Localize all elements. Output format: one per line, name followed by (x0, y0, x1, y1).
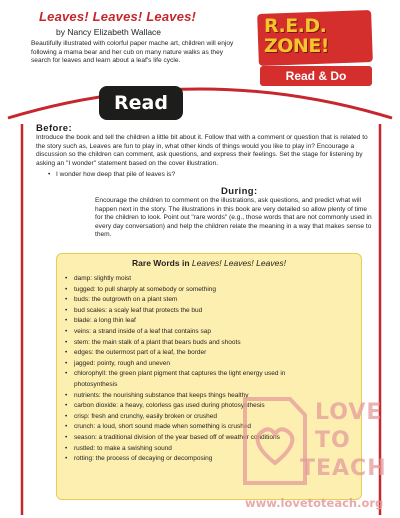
rare-word-item: • crunch: a loud, short sound made when something is crushed (65, 422, 301, 433)
rare-words-title-book: Leaves! Leaves! Leaves! (191, 258, 286, 268)
rare-word-item: • chlorophyll: the green plant pigment that captures the light energy used in photosynthesis (65, 369, 301, 390)
rare-word-item: • carbon dioxide: a heavy, colorless gas used during photosynthesis (65, 401, 301, 412)
rare-word-item: • buds: the outgrowth on a plant stem (65, 295, 301, 306)
rare-word-item: • jagged: pointy, rough and uneven (65, 359, 301, 370)
rare-word-item: • damp: slightly moist (65, 274, 301, 285)
logo-read-do: Read & Do (260, 66, 372, 86)
rare-word-item: • veins: a strand inside of a leaf that contains sap (65, 327, 301, 338)
rare-word-item: • season: a traditional division of the year based off of weather conditions (65, 433, 301, 444)
book-author: by Nancy Elizabeth Wallace (56, 27, 162, 37)
before-text: Introduce the book and tell the children a little bit about it. Follow that with a comment or question that is related to the story such as, Leaves are fun to play in, what other kinds of things would you like to play in? Encourage a discussion so the children can comment, ask questions, and express their feelings. Set the stage for listening by asking an "I wonder" statement based on the cover illustration. (36, 134, 368, 167)
rare-words-title (57, 258, 361, 268)
watermark-line3: TEACH (300, 456, 387, 481)
rare-word-item: • rustled: to make a swishing sound (65, 444, 301, 455)
rare-word-item: • nutrients: the nourishing substance that keeps things healthy (65, 391, 301, 402)
during-text: Encourage the children to comment on the illustrations, ask questions, and predict what will happen next in the story. The illustrations in this book are very detailed so allow plenty of time for the children to look. Point out "rare words" (e.g., those words that are not commonly used in every day conversation) and help the children relate the meaning in a way that makes sense to them. (95, 197, 372, 238)
rare-word-item: • rotting: the process of decaying or decomposing (65, 454, 301, 465)
before-bullet-text: I wonder how deep that pile of leaves is? (56, 171, 176, 178)
watermark-line2: TO (315, 428, 351, 453)
rare-word-item: • bud scales: a scaly leaf that protects the bud (65, 306, 301, 317)
rare-word-item: • crisp: fresh and crunchy, easily broken or crushed (65, 412, 301, 423)
rare-word-item: • stem: the main stalk of a plant that bears buds and shoots (65, 338, 301, 349)
before-heading: Before: (36, 123, 73, 134)
read-badge: Read (99, 86, 183, 120)
watermark-url[interactable]: www.lovetoteach.org (245, 496, 384, 510)
logo-zone-text: R.E.D. ZONE! (264, 15, 329, 57)
red-zone-logo (258, 12, 372, 88)
watermark-line1: LOVE (315, 400, 383, 425)
rare-word-item: • tugged: to pull sharply at somebody or something (65, 285, 301, 296)
book-title: Leaves! Leaves! Leaves! (39, 9, 197, 24)
rare-word-item: • edges: the outermost part of a leaf, the border (65, 348, 301, 359)
rare-word-item: • blade: a long thin leaf (65, 316, 301, 327)
before-bullet (48, 171, 175, 178)
book-intro: Beautifully illustrated with colorful paper mache art, children will enjoy following a mama bear and her cub on many nature walks as they search for leaves and learn about a leaf's life cycle. (31, 40, 234, 65)
rare-words-title-prefix: Rare Words in (132, 258, 190, 268)
bullet-icon: • (48, 171, 51, 178)
during-heading: During: (221, 186, 258, 197)
